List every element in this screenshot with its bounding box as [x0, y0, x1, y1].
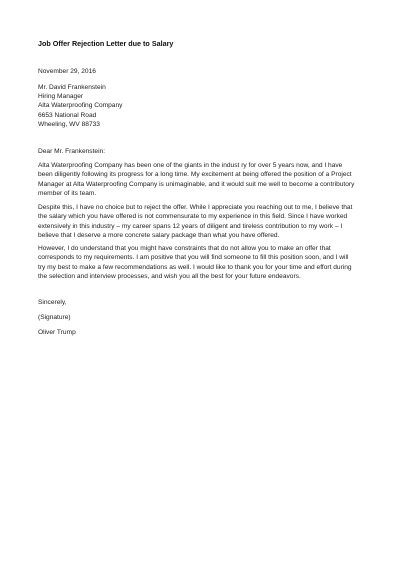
paragraph-line: extensively in this industry – my career spans 12 years of diligent and tireless contribution to my work – I — [38, 222, 343, 230]
recipient-title: Hiring Manager — [38, 93, 84, 101]
salutation: Dear Mr. Frankenstein: — [38, 148, 106, 155]
paragraph-line: the selection and interview processes, and wish you all the best for your future endeavors. — [38, 272, 301, 280]
paragraph-line: Despite this, I have no choice but to reject the offer. While I appreciate you reaching out to me, I believe that — [38, 204, 353, 211]
paragraph-line: member of its team. — [38, 189, 97, 197]
recipient-name: Mr. David Frankenstein — [38, 84, 106, 91]
paragraph-line: Alta Waterproofing Company has been one of the giants in the indust ry for over 5 years now, and I have — [38, 162, 343, 169]
recipient-company: Alta Waterproofing Company — [38, 102, 123, 110]
signature: (Signature) — [38, 314, 71, 321]
letter-title: Job Offer Rejection Letter due to Salary — [38, 39, 174, 48]
recipient-address — [38, 83, 122, 129]
paragraph-line: However, I do understand that you might have constraints that do not allow you to make an offer that — [38, 245, 331, 252]
closing: Sincerely, — [38, 299, 67, 306]
paragraph-line: been diligently following its progress for a long time. My excitement at being offered the position of a Project — [38, 171, 352, 179]
body-paragraph-3 — [38, 244, 368, 281]
paragraph-line: believe that I deserve a more concrete salary package than what you have offered. — [38, 231, 280, 239]
recipient-street: 6653 National Road — [38, 111, 97, 119]
recipient-city: Wheeling, WV 88733 — [38, 120, 100, 128]
paragraph-line: the salary which you have offered is not commensurate to my experience in this field. Since I have worked — [38, 213, 348, 221]
paragraph-line: try my best to make a few recommendations as well. I would like to thank you for your time and effort during — [38, 263, 352, 271]
paragraph-line: corresponds to my requirements. I am positive that you will find someone to fill this position soon, and I will — [38, 254, 349, 262]
paragraph-line: Manager at Alta Waterproofing Company is unimaginable, and it would suit me well to become a contributory — [38, 180, 355, 188]
body-paragraph-2 — [38, 203, 368, 240]
letter-date: November 29, 2016 — [38, 68, 96, 75]
sender-name: Oliver Trump — [38, 329, 76, 336]
body-paragraph-1 — [38, 161, 368, 198]
